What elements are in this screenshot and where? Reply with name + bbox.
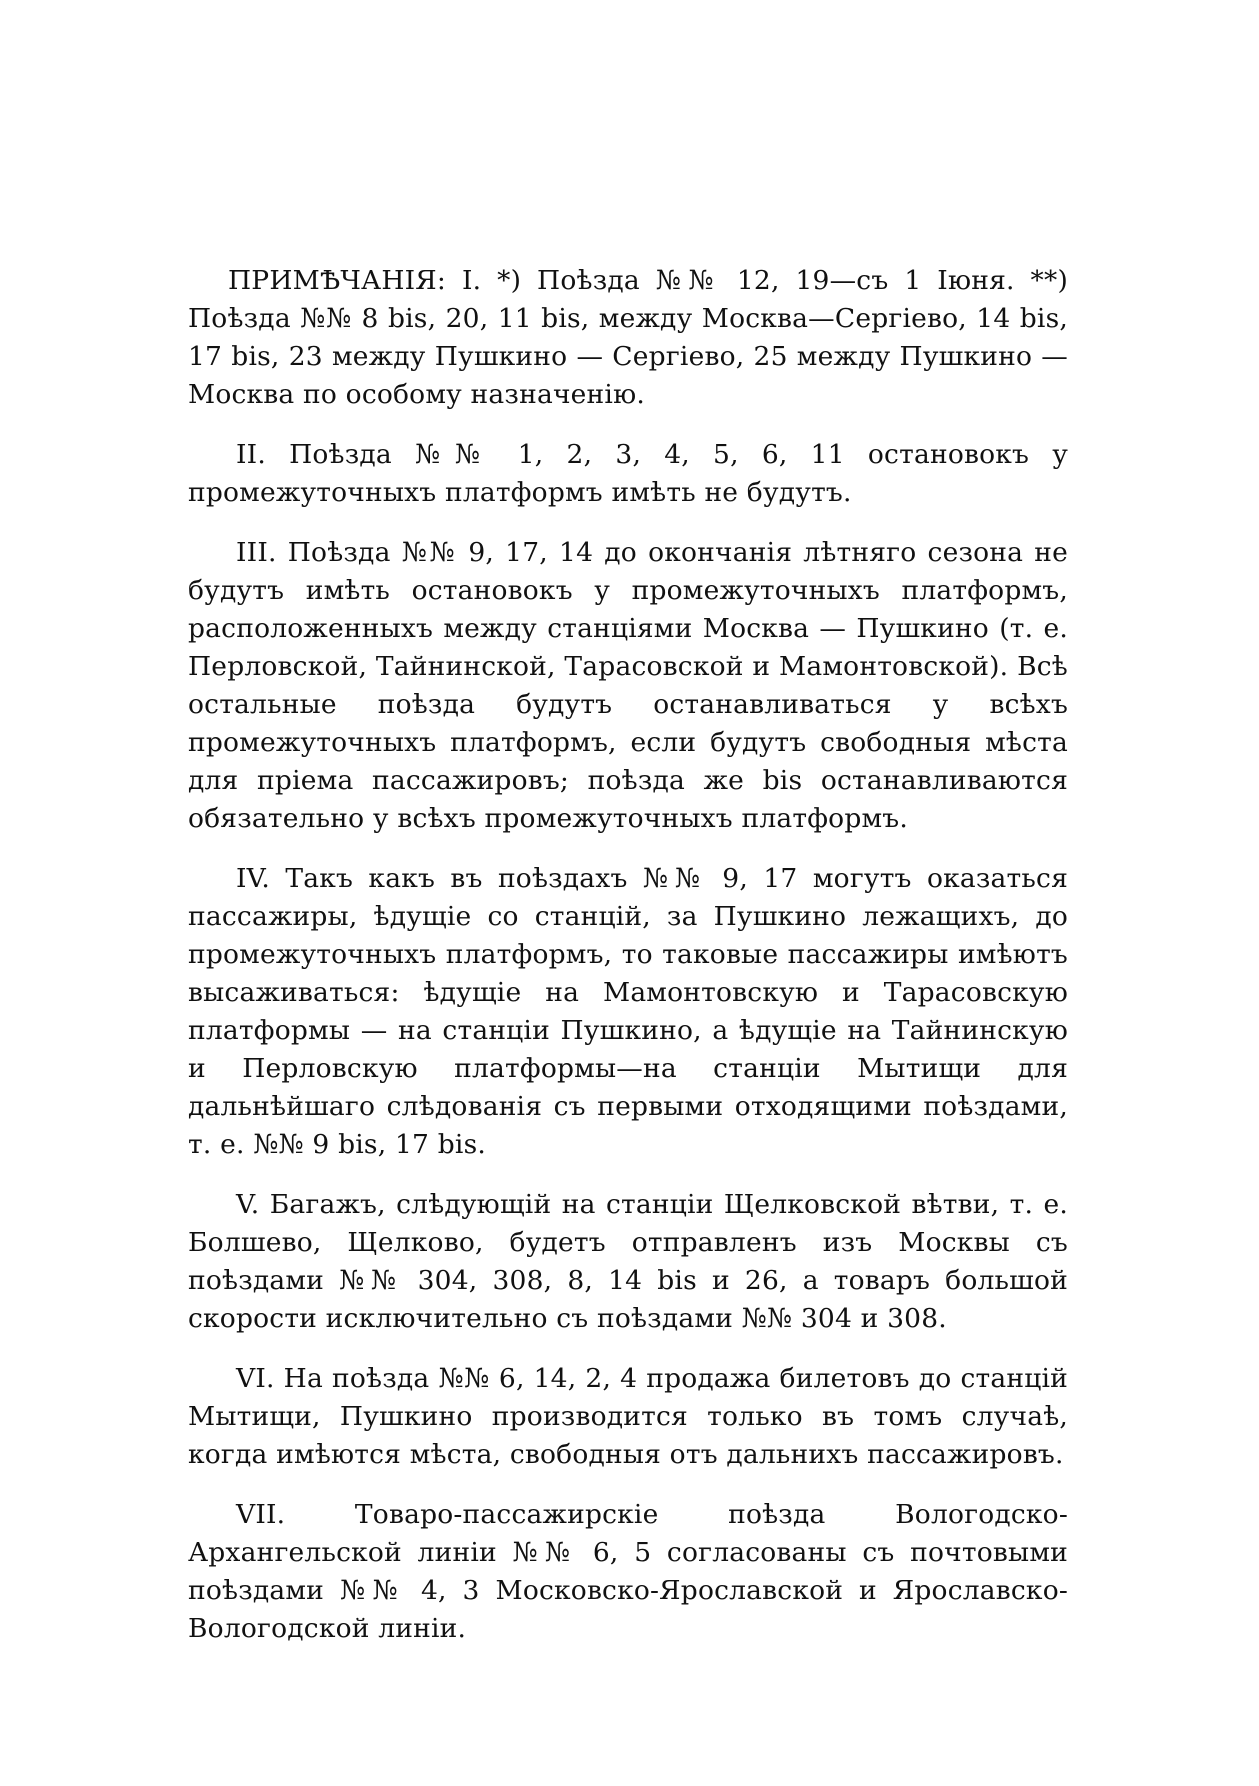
note-paragraph-3: III. Поѣзда №№ 9, 17, 14 до окончанія лѣтняго сезона не будутъ имѣть остановокъ у промежуточныхъ платформъ, расположенныхъ между станціями Москва — Пушкино (т. е. Перловской, Тайнинской, Тарасовской и Мамонтовской). Всѣ остальные поѣзда будутъ останавливаться у всѣхъ промежуточныхъ платформъ, если будутъ свободныя мѣста для пріема пассажировъ; поѣзда же bis останавливаются обязательно у всѣхъ промежуточныхъ платформъ. — [188, 537, 1068, 834]
note-paragraph-4: IV. Такъ какъ въ поѣздахъ №№ 9, 17 могутъ оказаться пассажиры, ѣдущіе со станцій, за Пушкино лежащихъ, до промежуточныхъ платформъ, то таковые пассажиры имѣютъ высаживаться: ѣдущіе на Мамонтовскую и Тарасовскую платформы — на станціи Пушкино, а ѣдущіе на Тайнинскую и Перловскую платформы—на станціи Мытищи для дальнѣйшаго слѣдованія съ первыми отходящими поѣздами, т. е. №№ 9 bis, 17 bis. — [188, 863, 1068, 1160]
note-paragraph-2: II. Поѣзда №№ 1, 2, 3, 4, 5, 6, 11 остановокъ у промежуточныхъ платформъ имѣть не будутъ. — [188, 439, 1068, 508]
note-paragraph-7: VII. Товаро-пассажирскіе поѣзда Вологодско-Архангельской линіи №№ 6, 5 согласованы съ почтовыми поѣздами №№ 4, 3 Московско-Ярославской и Ярославско-Вологодской линіи. — [188, 1499, 1068, 1644]
note-paragraph-1: ПРИМѢЧАНІЯ: I. *) Поѣзда №№ 12, 19—съ 1 Іюня. **) Поѣзда №№ 8 bis, 20, 11 bis, между Москва—Сергіево, 14 bis, 17 bis, 23 между Пушкино — Сергіево, 25 между Пушкино — Москва по особому назначенію. — [188, 265, 1068, 410]
note-paragraph-5: V. Багажъ, слѣдующій на станціи Щелковской вѣтви, т. е. Болшево, Щелково, будетъ отправленъ изъ Москвы съ поѣздами №№ 304, 308, 8, 14 bis и 26, а товаръ большой скорости исключительно съ поѣздами №№ 304 и 308. — [188, 1189, 1068, 1334]
note-paragraph-6: VI. На поѣзда №№ 6, 14, 2, 4 продажа билетовъ до станцій Мытищи, Пушкино производится только въ томъ случаѣ, когда имѣются мѣста, свободныя отъ дальнихъ пассажировъ. — [188, 1363, 1068, 1470]
notes-page — [188, 262, 1068, 1670]
